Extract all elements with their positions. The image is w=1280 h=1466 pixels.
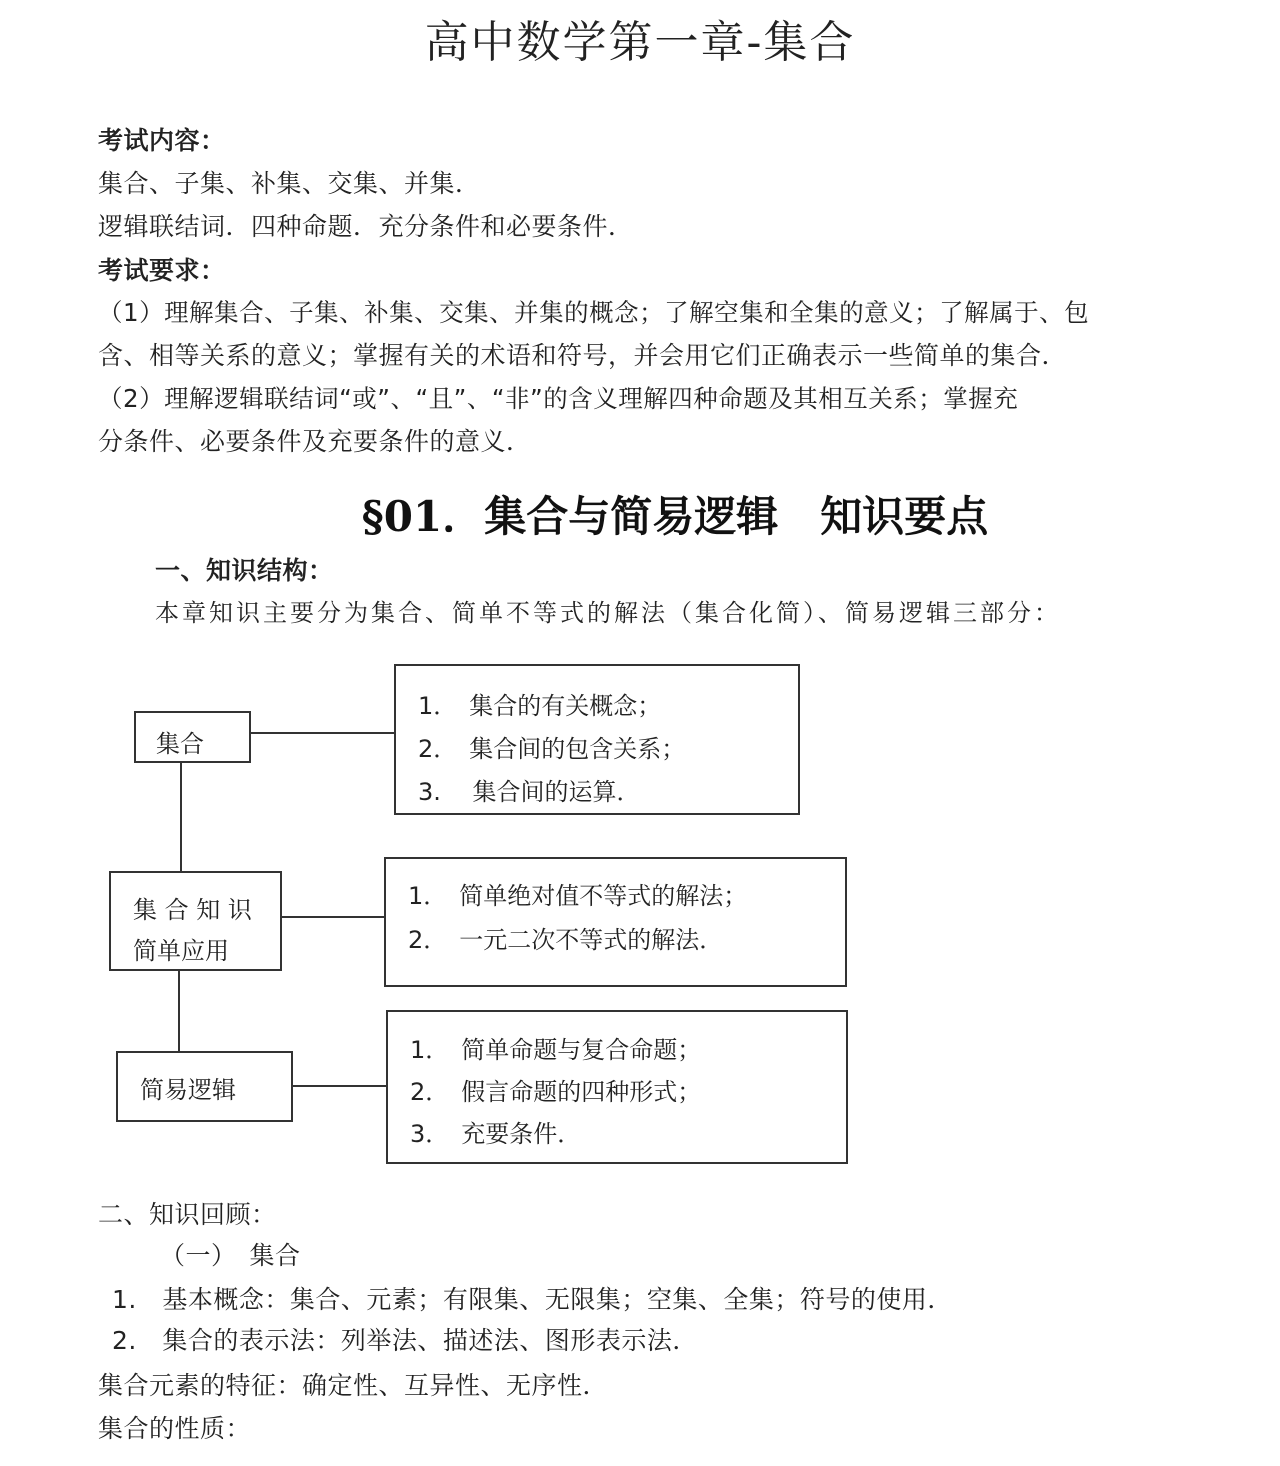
structure-intro: 本章知识主要分为集合、简单不等式的解法（集合化简）、简易逻辑三部分：: [155, 599, 1061, 627]
exam-requirements-line: （2）理解逻辑联结词“或”、“且”、“非”的含义理解四种命题及其相互关系；掌握充: [98, 384, 1019, 413]
box-set-topics: [394, 664, 800, 815]
review-heading: 二、知识回顾：: [98, 1200, 277, 1229]
node-simple-logic: [116, 1051, 293, 1122]
box-inequality-topics: [384, 857, 847, 987]
section-heading: §01．集合与简易逻辑 知识要点: [361, 492, 989, 541]
list-item: 1． 简单绝对值不等式的解法；: [408, 882, 748, 910]
node-set: [134, 711, 251, 763]
review-item: 2. 集合的表示法：列举法、描述法、图形表示法．: [112, 1326, 698, 1355]
node-simple-logic-label: 简易逻辑: [140, 1076, 236, 1104]
exam-content-line: 集合、子集、补集、交集、并集．: [98, 169, 481, 198]
node-set-label: 集合: [156, 730, 204, 758]
list-item: 3. 集合间的运算．: [418, 778, 641, 806]
review-sub-heading: （一） 集合: [160, 1241, 301, 1270]
list-item: 2． 集合间的包含关系；: [418, 735, 686, 763]
exam-content-line: 逻辑联结词．四种命题．充分条件和必要条件．: [98, 212, 634, 241]
exam-requirements-line: （1）理解集合、子集、补集、交集、并集的概念；了解空集和全集的意义；了解属于、包: [98, 298, 1090, 327]
exam-content-heading: 考试内容：: [98, 126, 226, 155]
list-item: 2． 一元二次不等式的解法．: [408, 926, 724, 954]
exam-requirements-line: 含、相等关系的意义；掌握有关的术语和符号，并会用它们正确表示一些简单的集合．: [98, 341, 1068, 370]
set-element-features: 集合元素的特征：确定性、互异性、无序性．: [98, 1371, 609, 1400]
review-item: 1. 基本概念：集合、元素；有限集、无限集；空集、全集；符号的使用．: [112, 1285, 953, 1314]
list-item: 2． 假言命题的四种形式；: [410, 1078, 702, 1106]
page-title: 高中数学第一章-集合: [424, 17, 856, 68]
node-set-application: [109, 871, 282, 971]
exam-requirements-heading: 考试要求：: [98, 256, 226, 285]
list-item: 1． 集合的有关概念；: [418, 692, 662, 720]
structure-heading: 一、知识结构：: [155, 556, 334, 585]
list-item: 1． 简单命题与复合命题；: [410, 1036, 702, 1064]
list-item: 3． 充要条件．: [410, 1120, 582, 1148]
node-set-application-label: 简单应用: [133, 937, 229, 965]
box-logic-topics: [386, 1010, 848, 1164]
set-properties-heading: 集合的性质：: [98, 1414, 252, 1443]
exam-requirements-line: 分条件、必要条件及充要条件的意义．: [98, 427, 532, 456]
node-set-application-label: 集 合 知 识: [133, 896, 252, 924]
